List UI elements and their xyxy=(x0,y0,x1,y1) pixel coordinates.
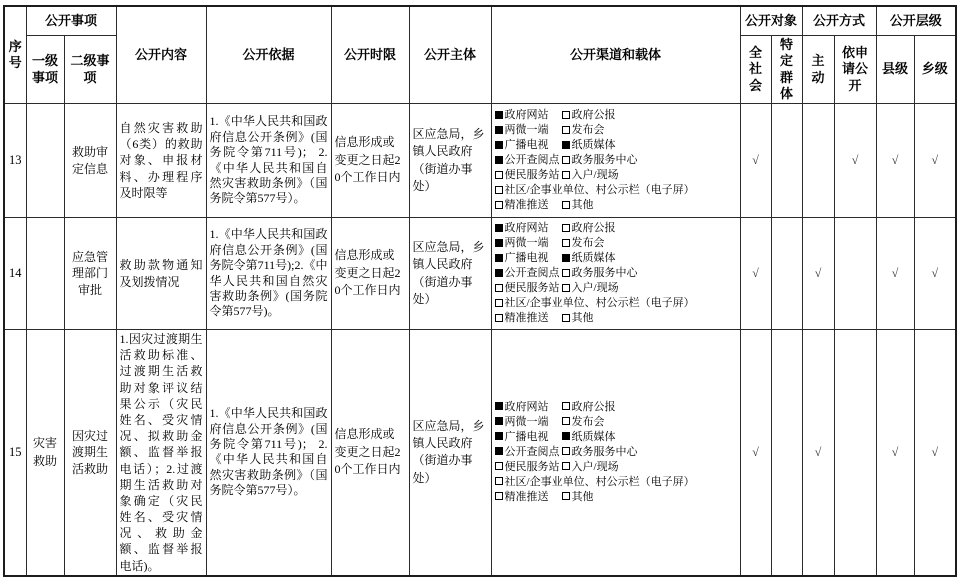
channel-item xyxy=(495,221,562,236)
channel-label: 政府公报 xyxy=(571,222,616,234)
unchecked-checkbox-icon xyxy=(562,111,570,119)
channel-label: 发布会 xyxy=(571,124,605,136)
channel-item xyxy=(495,168,562,183)
header-county-level: 县级 xyxy=(876,36,914,104)
time-limit-cell: 信息形成或变更之日起20个工作日内 xyxy=(331,104,409,218)
mark-specific-groups xyxy=(771,104,802,218)
table-row xyxy=(4,104,956,218)
mark-proactive: √ xyxy=(802,330,834,576)
disclosure-content-cell: 救助款物通知及划拨情况 xyxy=(116,218,206,330)
serial-number-cell: 14 xyxy=(4,218,26,330)
channel-label: 广播电视 xyxy=(504,430,549,443)
unchecked-checkbox-icon xyxy=(495,284,503,292)
disclosure-subject-cell: 区应急局，乡镇人民政府（街道办事处） xyxy=(409,330,491,576)
channel-item xyxy=(495,296,695,311)
unchecked-checkbox-icon xyxy=(562,171,570,179)
channel-item xyxy=(562,138,616,153)
channel-label: 公开查阅点 xyxy=(504,154,560,166)
unchecked-checkbox-icon xyxy=(562,417,570,425)
unchecked-checkbox-icon xyxy=(495,186,503,194)
serial-number-cell: 13 xyxy=(4,104,26,218)
channel-item xyxy=(562,198,594,213)
mark-township-level: √ xyxy=(914,218,956,330)
channel-label: 社区/企事业单位、村公示栏（电子屏） xyxy=(504,184,695,196)
channel-line xyxy=(495,400,737,415)
header-specific-groups: 特定群体 xyxy=(771,36,802,104)
level1-item-cell xyxy=(26,104,64,218)
disclosure-basis-cell: 1.《中华人民共和国政府信息公开条例》(国务院令第711号);2.《中华人民共和国自然灾害救助条例》(国务院令第577号)。 xyxy=(206,218,331,330)
channel-item xyxy=(562,460,619,475)
channel-item xyxy=(562,153,638,168)
channel-item xyxy=(562,490,594,505)
unchecked-checkbox-icon xyxy=(495,201,503,209)
channel-label: 发布会 xyxy=(571,415,605,428)
disclosure-subject-cell: 区应急局，乡镇人民政府（街道办事处） xyxy=(409,218,491,330)
disclosure-table xyxy=(3,5,957,577)
table-row xyxy=(4,218,956,330)
channel-line xyxy=(495,251,737,266)
serial-number-cell: 15 xyxy=(4,330,26,576)
channel-label: 社区/企事业单位、村公示栏（电子屏） xyxy=(504,475,695,488)
channel-label: 公开查阅点 xyxy=(504,445,560,458)
channel-line xyxy=(495,430,737,445)
mark-county-level: √ xyxy=(876,330,914,576)
channel-line xyxy=(495,490,737,505)
channel-label: 精准推送 xyxy=(504,490,549,503)
channel-label: 精准推送 xyxy=(504,312,549,324)
header-disclosure-method: 公开方式 xyxy=(802,6,876,36)
unchecked-checkbox-icon xyxy=(495,171,503,179)
checked-checkbox-icon xyxy=(495,432,503,440)
channel-label: 其他 xyxy=(571,312,594,324)
channel-line xyxy=(495,168,737,183)
channel-label: 便民服务站 xyxy=(504,460,560,473)
level1-item-cell xyxy=(26,218,64,330)
channel-item xyxy=(495,460,562,475)
channel-item xyxy=(495,153,562,168)
channel-label: 政府公报 xyxy=(571,109,616,121)
disclosure-basis-cell: 1.《中华人民共和国政府信息公开条例》(国务院令第711号)； 2.《中华人民共和国自然灾害救助条例》（国务院令第577号）。 xyxy=(206,330,331,576)
channel-line xyxy=(495,281,737,296)
channel-line xyxy=(495,236,737,251)
channel-item xyxy=(495,445,562,460)
channel-item xyxy=(495,415,562,430)
unchecked-checkbox-icon xyxy=(562,314,570,322)
header-disclosure-content: 公开内容 xyxy=(116,6,206,104)
channel-label: 政府网站 xyxy=(504,400,549,413)
channels-cell xyxy=(491,330,740,576)
channel-item xyxy=(562,311,594,326)
header-disclosure-channels: 公开渠道和载体 xyxy=(491,6,740,104)
channel-label: 广播电视 xyxy=(504,252,549,264)
channel-item xyxy=(562,123,605,138)
unchecked-checkbox-icon xyxy=(562,492,570,500)
channel-item xyxy=(495,430,562,445)
channel-label: 政务服务中心 xyxy=(571,154,638,166)
channel-item xyxy=(562,266,638,281)
channel-line xyxy=(495,138,737,153)
channel-label: 两微一端 xyxy=(504,237,549,249)
channel-line xyxy=(495,475,737,490)
channel-item xyxy=(495,400,562,415)
unchecked-checkbox-icon xyxy=(495,299,503,307)
disclosure-content-cell: 1.因灾过渡期生活救助标准、过渡期生活救助对象评议结果公示（灾民姓名、受灾情况、拟救助金额、监督举报电话）；2.过渡期生活救助对象确定（灾民姓名、受灾情况、救助金额、监督举报电话)。 xyxy=(116,330,206,576)
unchecked-checkbox-icon xyxy=(495,492,503,500)
channel-item xyxy=(495,108,562,123)
channel-label: 入户/现场 xyxy=(571,282,619,294)
mark-upon-request: √ xyxy=(834,104,876,218)
channel-label: 便民服务站 xyxy=(504,169,560,181)
mark-whole-society: √ xyxy=(740,218,771,330)
mark-township-level: √ xyxy=(914,330,956,576)
checked-checkbox-icon xyxy=(495,156,503,164)
unchecked-checkbox-icon xyxy=(562,201,570,209)
channel-item xyxy=(562,445,638,460)
level2-item-cell: 应急管理部门审批 xyxy=(64,218,116,330)
disclosure-table-sheet xyxy=(3,5,957,577)
checked-checkbox-icon xyxy=(562,432,570,440)
channel-label: 纸质媒体 xyxy=(571,252,616,264)
channel-label: 政务服务中心 xyxy=(571,267,638,279)
header-whole-society: 全社会 xyxy=(740,36,771,104)
checked-checkbox-icon xyxy=(495,111,503,119)
channel-line xyxy=(495,445,737,460)
channel-label: 便民服务站 xyxy=(504,282,560,294)
unchecked-checkbox-icon xyxy=(495,477,503,485)
checked-checkbox-icon xyxy=(495,254,503,262)
channel-line xyxy=(495,123,737,138)
channel-label: 发布会 xyxy=(571,237,605,249)
channel-item xyxy=(562,281,619,296)
level2-item-cell: 救助审定信息 xyxy=(64,104,116,218)
header-level1-item: 一级事项 xyxy=(26,36,64,104)
channel-item xyxy=(562,236,605,251)
disclosure-basis-cell: 1.《中华人民共和国政府信息公开条例》(国务院令第711号)； 2.《中华人民共和国自然灾害救助条例》（国务院令第577号）。 xyxy=(206,104,331,218)
channel-label: 政府网站 xyxy=(504,222,549,234)
header-township-level: 乡级 xyxy=(914,36,956,104)
header-disclosure-basis: 公开依据 xyxy=(206,6,331,104)
level1-item-cell: 灾害救助 xyxy=(26,330,64,576)
checked-checkbox-icon xyxy=(495,141,503,149)
channel-item xyxy=(562,430,616,445)
table-row xyxy=(4,330,956,576)
mark-upon-request xyxy=(834,330,876,576)
disclosure-subject-cell: 区应急局，乡镇人民政府（街道办事处） xyxy=(409,104,491,218)
checked-checkbox-icon xyxy=(495,269,503,277)
channel-label: 其他 xyxy=(571,199,594,211)
channel-line xyxy=(495,266,737,281)
channel-item xyxy=(495,281,562,296)
channel-label: 广播电视 xyxy=(504,139,549,151)
channel-label: 公开查阅点 xyxy=(504,267,560,279)
unchecked-checkbox-icon xyxy=(562,269,570,277)
channel-label: 社区/企事业单位、村公示栏（电子屏） xyxy=(504,297,695,309)
unchecked-checkbox-icon xyxy=(562,402,570,410)
channel-label: 其他 xyxy=(571,490,594,503)
checked-checkbox-icon xyxy=(495,224,503,232)
mark-whole-society: √ xyxy=(740,104,771,218)
channel-line xyxy=(495,183,737,198)
checked-checkbox-icon xyxy=(495,126,503,134)
channel-item xyxy=(562,251,616,266)
unchecked-checkbox-icon xyxy=(562,156,570,164)
channel-label: 入户/现场 xyxy=(571,169,619,181)
channel-line xyxy=(495,460,737,475)
channel-item xyxy=(562,400,616,415)
channel-item xyxy=(495,138,562,153)
header-level2-item: 二级事项 xyxy=(64,36,116,104)
mark-specific-groups xyxy=(771,218,802,330)
unchecked-checkbox-icon xyxy=(495,314,503,322)
checked-checkbox-icon xyxy=(495,447,503,455)
channel-label: 入户/现场 xyxy=(571,460,619,473)
channel-item xyxy=(495,123,562,138)
header-disclosure-level: 公开层级 xyxy=(876,6,956,36)
mark-upon-request xyxy=(834,218,876,330)
channel-item xyxy=(562,221,616,236)
channel-line xyxy=(495,311,737,326)
header-disclosure-subject: 公开主体 xyxy=(409,6,491,104)
channels-cell xyxy=(491,104,740,218)
header-disclosure-time-limit: 公开时限 xyxy=(331,6,409,104)
channel-label: 两微一端 xyxy=(504,124,549,136)
time-limit-cell: 信息形成或变更之日起20个工作日内 xyxy=(331,330,409,576)
channel-item xyxy=(562,108,616,123)
unchecked-checkbox-icon xyxy=(562,224,570,232)
header-proactive: 主动 xyxy=(802,36,834,104)
mark-township-level: √ xyxy=(914,104,956,218)
channel-item xyxy=(495,475,695,490)
mark-proactive: √ xyxy=(802,218,834,330)
channel-line xyxy=(495,198,737,213)
channel-line xyxy=(495,221,737,236)
mark-county-level: √ xyxy=(876,104,914,218)
channel-item xyxy=(495,311,562,326)
channel-line xyxy=(495,108,737,123)
disclosure-content-cell: 自然灾害救助（6类）的救助对象、申报材料、办理程序及时限等 xyxy=(116,104,206,218)
unchecked-checkbox-icon xyxy=(495,462,503,470)
header-serial-number: 序号 xyxy=(4,6,26,104)
mark-specific-groups xyxy=(771,330,802,576)
channel-label: 政务服务中心 xyxy=(571,445,638,458)
checked-checkbox-icon xyxy=(495,402,503,410)
level2-item-cell: 因灾过渡期生活救助 xyxy=(64,330,116,576)
mark-proactive xyxy=(802,104,834,218)
channel-line xyxy=(495,415,737,430)
unchecked-checkbox-icon xyxy=(562,239,570,247)
header-upon-request: 依申请公开 xyxy=(834,36,876,104)
unchecked-checkbox-icon xyxy=(562,447,570,455)
channel-label: 两微一端 xyxy=(504,415,549,428)
channel-label: 政府公报 xyxy=(571,400,616,413)
channel-item xyxy=(562,168,619,183)
channel-item xyxy=(495,198,562,213)
mark-county-level: √ xyxy=(876,218,914,330)
channels-cell xyxy=(491,218,740,330)
channel-item xyxy=(495,183,695,198)
checked-checkbox-icon xyxy=(562,141,570,149)
unchecked-checkbox-icon xyxy=(562,126,570,134)
checked-checkbox-icon xyxy=(495,239,503,247)
channel-item xyxy=(495,266,562,281)
channel-label: 精准推送 xyxy=(504,199,549,211)
channel-label: 纸质媒体 xyxy=(571,430,616,443)
header-disclosure-items: 公开事项 xyxy=(26,6,116,36)
mark-whole-society: √ xyxy=(740,330,771,576)
channel-line xyxy=(495,296,737,311)
checked-checkbox-icon xyxy=(562,254,570,262)
channel-item xyxy=(495,236,562,251)
channel-label: 政府网站 xyxy=(504,109,549,121)
channel-item xyxy=(495,490,562,505)
unchecked-checkbox-icon xyxy=(562,284,570,292)
channel-label: 纸质媒体 xyxy=(571,139,616,151)
unchecked-checkbox-icon xyxy=(562,462,570,470)
channel-item xyxy=(495,251,562,266)
time-limit-cell: 信息形成或变更之日起20个工作日内 xyxy=(331,218,409,330)
header-disclosure-targets: 公开对象 xyxy=(740,6,802,36)
checked-checkbox-icon xyxy=(495,417,503,425)
channel-line xyxy=(495,153,737,168)
channel-item xyxy=(562,415,605,430)
